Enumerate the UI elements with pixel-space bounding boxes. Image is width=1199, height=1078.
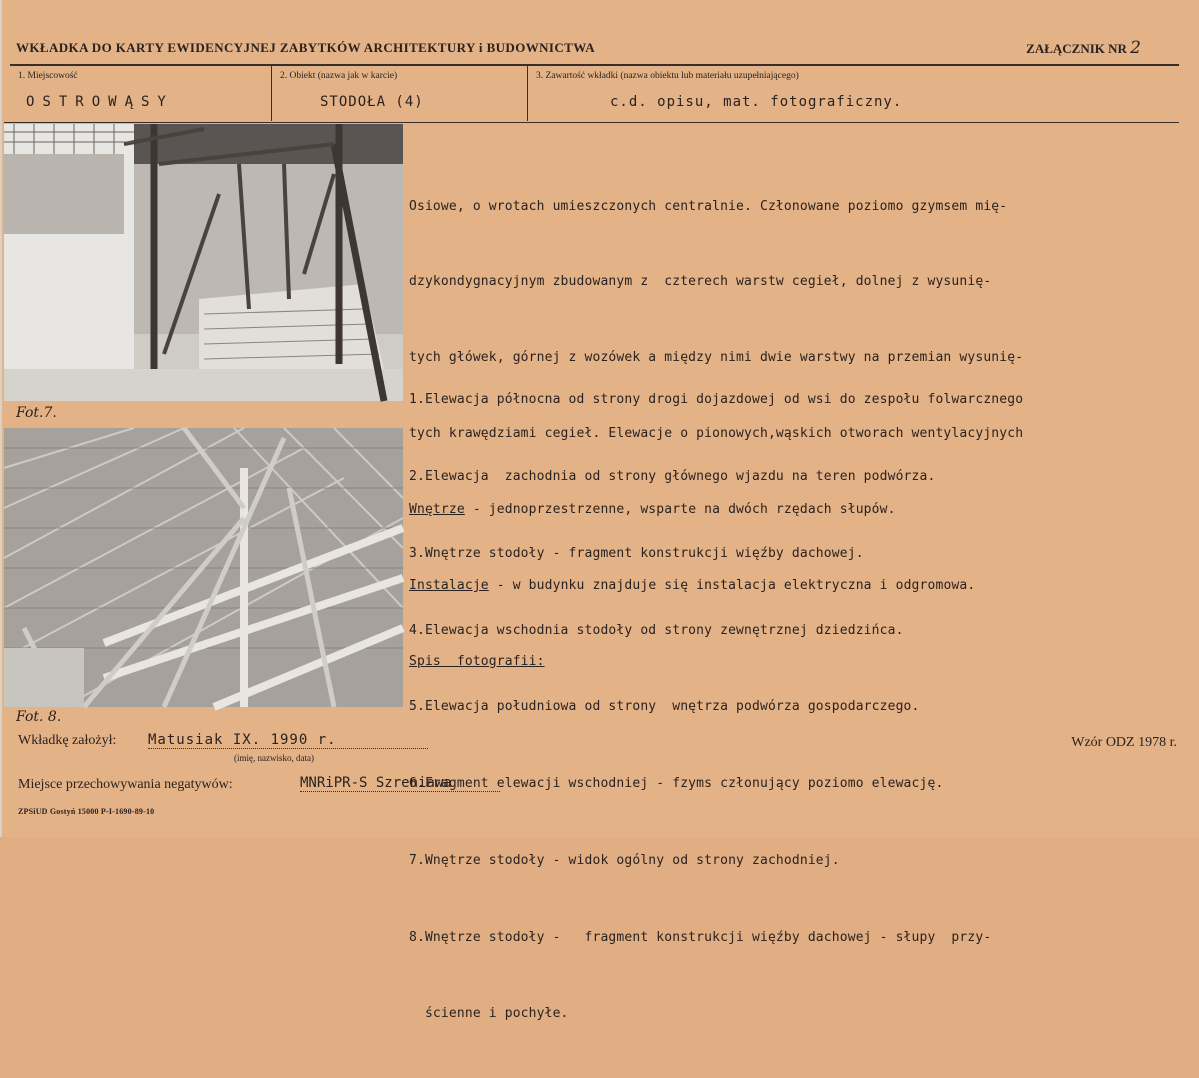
photo-list-item: ścienne i pochyłe. bbox=[409, 1006, 569, 1022]
description-line: Osiowe, o wrotach umieszczonych centralnie. Członowane poziomo gzymsem mię- bbox=[409, 198, 1008, 214]
attachment-number bbox=[1026, 38, 1141, 58]
description-line: dzykondygnacyjnym zbudowanym z czterech warstw cegieł, dolnej z wysunię- bbox=[409, 274, 992, 290]
header-fields bbox=[10, 66, 1179, 121]
field-object-label: 2. Obiekt (nazwa jak w karcie) bbox=[280, 71, 398, 81]
photo-list-item: 5.Elewacja południowa od strony wnętrza podwórza gospodarczego. bbox=[409, 699, 920, 715]
middle-rule bbox=[4, 122, 1179, 123]
field-locality bbox=[10, 66, 272, 121]
attachment-number-value: 2 bbox=[1130, 38, 1141, 58]
interior-text: - jednoprzestrzenne, wsparte na dwóch rzędach słupów. bbox=[464, 502, 896, 518]
photo-list bbox=[409, 336, 1191, 1078]
photo-list-item: 6.Fragment elewacji wschodniej - fzyms członujący poziomo elewację. bbox=[409, 776, 944, 792]
founded-value: Matusiak IX. 1990 r. bbox=[148, 732, 428, 749]
photo-list-item: 4.Elewacja wschodnia stodoły od strony zewnętrznej dziedzińca. bbox=[409, 622, 904, 638]
storage-label: Miejsce przechowywania negatywów: bbox=[18, 777, 233, 792]
form-model: Wzór ODZ 1978 r. bbox=[1071, 735, 1177, 750]
field-locality-label: 1. Miejscowość bbox=[18, 71, 78, 81]
storage-row bbox=[18, 775, 452, 793]
photo-list-item: 3.Wnętrze stodoły - fragment konstrukcji więźby dachowej. bbox=[409, 545, 864, 561]
field-locality-value: OSTROWĄSY bbox=[26, 94, 174, 110]
photo-list-item: 2.Elewacja zachodnia od strony głównego wjazdu na teren podwórza. bbox=[409, 468, 936, 484]
photo-list-item: 7.Wnętrze stodoły - widok ogólny od strony zachodniej. bbox=[409, 852, 840, 868]
field-contents bbox=[528, 66, 1180, 121]
field-object bbox=[272, 66, 528, 121]
founded-row bbox=[18, 732, 337, 763]
interior-label: Wnętrze bbox=[409, 502, 465, 518]
field-object-value: STODOŁA (4) bbox=[320, 94, 424, 110]
attachment-label: ZAŁĄCZNIK NR bbox=[1026, 41, 1127, 56]
founded-hint: (imię, nazwisko, data) bbox=[234, 753, 314, 763]
photo-2-label: Fot. 8. bbox=[16, 709, 62, 725]
photo-roof-truss bbox=[4, 428, 403, 707]
description-line: tych krawędziami cegieł. Elewacje o pionowych,wąskich otworach wentylacyjnych bbox=[409, 426, 1024, 442]
photo-1-label: Fot.7. bbox=[16, 405, 57, 421]
field-contents-value: c.d. opisu, mat. fotograficzny. bbox=[610, 94, 903, 110]
storage-value: MNRiPR-S Szreniawa bbox=[300, 775, 500, 792]
installations-text: - w budynku znajduje się instalacja elektryczna i odgromowa. bbox=[488, 578, 976, 594]
description-line: tych główek, górnej z wozówek a między nimi dwie warstwy na przemian wysunię- bbox=[409, 350, 1024, 366]
founded-label: Wkładkę założył: bbox=[18, 733, 117, 748]
photo-barn-interior bbox=[4, 124, 403, 401]
photo-list-heading: Spis fotografii: bbox=[409, 653, 545, 669]
printer-imprint: ZPSiUD Gostyń 15000 P-I-1690-89-10 bbox=[18, 807, 155, 816]
field-contents-label: 3. Zawartość wkładki (nazwa obiektu lub materiału uzupełniającego) bbox=[536, 71, 799, 81]
photo-list-item: 1.Elewacja północna od strony drogi dojazdowej od wsi do zespołu folwarcznego bbox=[409, 392, 1024, 408]
photo-list-item: 8.Wnętrze stodoły - fragment konstrukcji więźby dachowej - słupy przy- bbox=[409, 929, 992, 945]
installations-label: Instalacje bbox=[409, 578, 489, 594]
card-title: WKŁADKA DO KARTY EWIDENCYJNEJ ZABYTKÓW ARCHITEKTURY i BUDOWNICTWA bbox=[16, 40, 595, 55]
